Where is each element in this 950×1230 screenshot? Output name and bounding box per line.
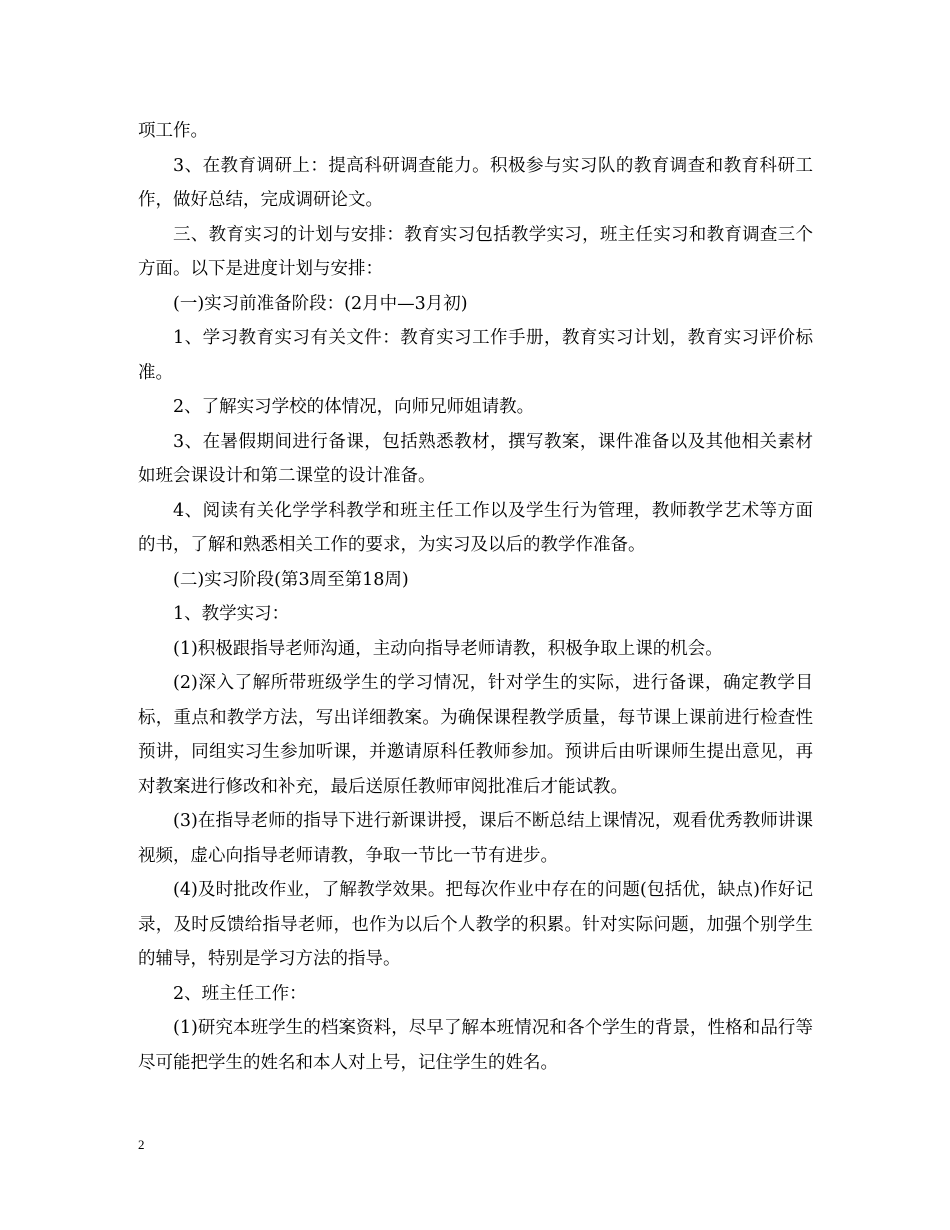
paragraph: 4、阅读有关化学学科教学和班主任工作以及学生行为管理，教师教学艺术等方面的书，了解和熟悉相关工作的要求，为实习及以后的教学作准备。 — [138, 500, 813, 555]
paragraph: (3)在指导老师的指导下进行新课讲授，课后不断总结上课情况，观看优秀教师讲课视频，虚心向指导老师请教，争取一节比一节有进步。 — [138, 811, 813, 866]
paragraph: 3、在暑假期间进行备课，包括熟悉教材，撰写教案，课件准备以及其他相关素材如班会课设计和第二课堂的设计准备。 — [138, 431, 813, 486]
subsection-heading: 2、班主任工作： — [173, 983, 307, 1004]
paragraph: (2)深入了解所带班级学生的学习情况，针对学生的实际，进行备课，确定教学目标，重点和教学方法，写出详细教案。为确保课程教学质量，每节课上课前进行检查性预讲，同组实习生参加听课，并邀请原科任教师参加。预讲后由听课师生提出意见，再对教案进行修改和补充，最后送原任教师审阅批准后才能试教。 — [138, 673, 813, 797]
paragraph: (1)积极跟指导老师沟通，主动向指导老师请教，积极争取上课的机会。 — [173, 638, 723, 659]
page-number: 2 — [138, 1137, 145, 1152]
paragraph: (4)及时批改作业，了解教学效果。把每次作业中存在的问题(包括优，缺点)作好记录，及时反馈给指导老师，也作为以后个人教学的积累。针对实际问题，加强个别学生的辅导，特别是学习方法的指导。 — [138, 880, 813, 969]
section-heading: (二)实习阶段(第3周至第18周) — [173, 569, 409, 590]
subsection-heading: 1、教学实习： — [173, 604, 290, 624]
paragraph: 1、学习教育实习有关文件：教育实习工作手册，教育实习计划，教育实习评价标准。 — [138, 328, 813, 383]
section-heading: (一)实习前准备阶段：(2月中—3月初) — [173, 293, 468, 314]
paragraph: 3、在教育调研上：提高科研调查能力。积极参与实习队的教育调查和教育科研工作，做好总结，完成调研论文。 — [138, 155, 813, 210]
paragraph: 项工作。 — [138, 121, 208, 141]
paragraph: 2、了解实习学校的体情况，向师兄师姐请教。 — [173, 397, 535, 417]
paragraph: 三、教育实习的计划与安排：教育实习包括教学实习，班主任实习和教育调查三个方面。以下是进度计划与安排： — [138, 224, 813, 279]
document-body — [138, 114, 813, 1080]
paragraph: (1)研究本班学生的档案资料，尽早了解本班情况和各个学生的背景，性格和品行等尽可能把学生的姓名和本人对上号，记住学生的姓名。 — [138, 1018, 813, 1073]
